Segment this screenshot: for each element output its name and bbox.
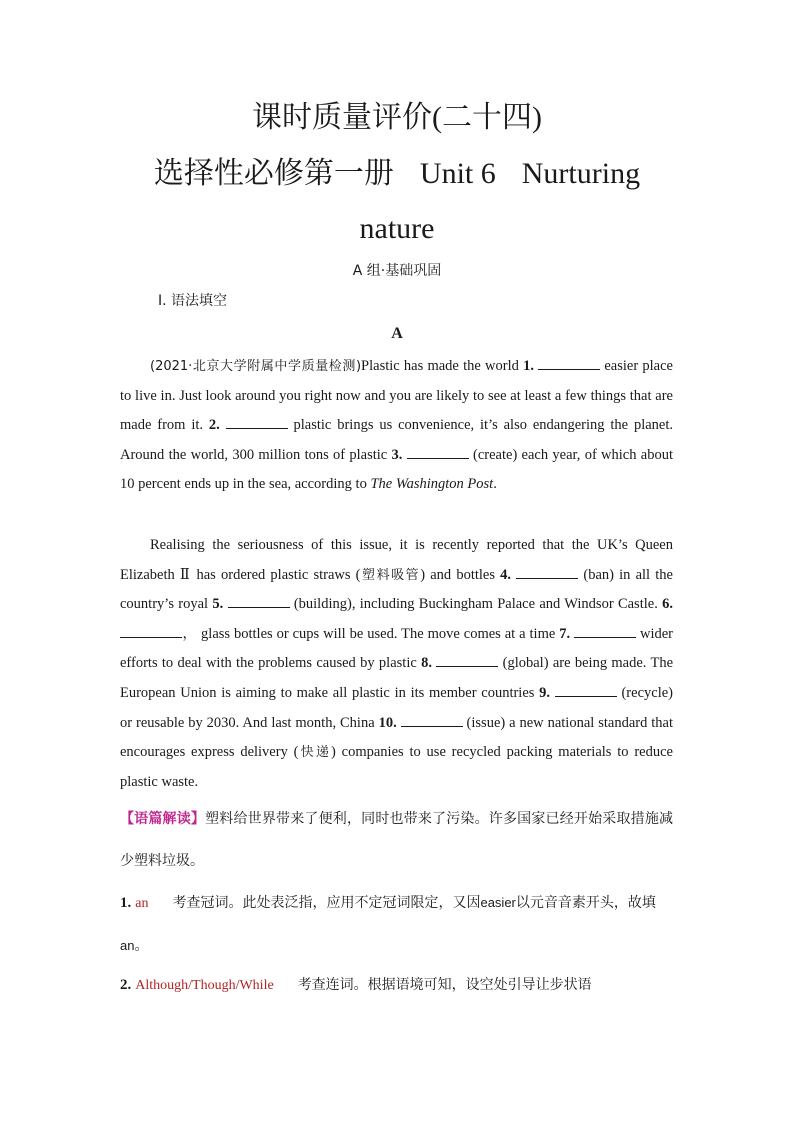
answer-blank-4[interactable] <box>516 566 578 579</box>
answer-item-1 <box>120 882 673 967</box>
answer-value: an <box>135 896 149 911</box>
answer-keyword: an <box>120 938 135 953</box>
answer-number: 2. <box>120 977 132 993</box>
blank-number: 2. <box>208 417 220 434</box>
passage-paragraph-1 <box>120 352 673 500</box>
text-run: . <box>493 476 497 493</box>
blank-number: 10. <box>378 714 397 731</box>
answer-explanation: 以元音音素开头，故填 <box>515 895 656 911</box>
text-run: (building), including Buckingham Palace and Windsor Castle. <box>289 596 663 613</box>
blank-number: 4. <box>500 566 512 583</box>
blank-number: 6. <box>662 596 673 613</box>
text-run: Realising the seriousness of this issue, it is recently reported that the UK’s Queen Elizabeth Ⅱ has ordered plastic straws ( <box>120 537 673 583</box>
newspaper-name: The Washington Post <box>370 476 494 493</box>
text-run: plastic brings us convenience, it’s also endangering the planet. Around the world, 300 million tons of plastic <box>120 417 674 463</box>
text-run: Plastic has made the world <box>361 358 524 374</box>
blank-number: 1. <box>523 358 534 374</box>
answer-blank-3[interactable] <box>407 446 469 459</box>
answer-blank-5[interactable] <box>228 595 290 608</box>
text-run: ， glass bottles or cups will be used. The move comes at a time <box>182 625 560 642</box>
answer-blank-10[interactable] <box>401 714 463 727</box>
answer-keyword: easier <box>480 895 516 910</box>
answer-value: Although/Though/While <box>135 978 274 993</box>
chinese-gloss: 快递 <box>298 745 332 761</box>
page-subtitle <box>0 154 794 194</box>
answer-blank-1[interactable] <box>538 357 600 370</box>
chinese-gloss: 塑料吸管 <box>360 567 421 583</box>
answer-blank-9[interactable] <box>555 684 617 697</box>
blank-number: 9. <box>539 684 551 701</box>
text-run: (create) each year, of which about 10 percent ends up in the sea, according to <box>120 446 674 493</box>
passage-source: (2021·北京大学附属中学质量检测) <box>150 359 362 374</box>
answer-blank-7[interactable] <box>574 625 636 638</box>
text-run: wider efforts to deal with the problems caused by plastic <box>120 625 673 672</box>
blank-number: 7. <box>559 625 571 642</box>
text-run: (ban) in all the country’s royal <box>120 566 673 613</box>
subtitle-continuation: nature <box>359 212 435 245</box>
analysis-text: 塑料给世界带来了便利，同时也带来了污染。许多国家已经开始采取措施减少塑料垃圾。 <box>120 811 674 869</box>
blank-number: 3. <box>391 446 403 463</box>
page-title: 课时质量评价(二十四) <box>252 101 542 134</box>
blank-number: 8. <box>421 655 432 672</box>
text-run: (global) are being made. The European Union is aiming to make all plastic in its member countries <box>120 655 674 701</box>
answer-blank-6[interactable] <box>120 625 182 638</box>
answer-blank-2[interactable] <box>226 416 288 429</box>
answer-blank-8[interactable] <box>436 654 498 667</box>
blank-number: 5. <box>212 596 224 613</box>
answer-explanation: 考查冠词。此处表泛指，应用不定冠词限定，又因 <box>172 895 481 911</box>
subtitle-unit: Unit 6 <box>419 157 496 190</box>
subtitle-topic: Nurturing <box>521 157 641 190</box>
passage-analysis <box>120 798 673 882</box>
answer-explanation: 。 <box>134 938 149 954</box>
section-label: Ⅰ. 语法填空 <box>158 293 228 309</box>
group-label: A 组·基础巩固 <box>352 263 442 279</box>
passage-label: A <box>391 325 403 342</box>
text-run: (issue) a new national standard that encourages express delivery ( <box>120 714 674 761</box>
passage-paragraph-2 <box>120 531 673 797</box>
answer-explanation: 考查连词。根据语境可知，设空处引导让步状语 <box>297 977 592 993</box>
subtitle-cn: 选择性必修第一册 <box>153 157 394 190</box>
text-run: (recycle) or reusable by 2030. And last month, China <box>120 684 673 731</box>
text-run: easier place to live in. Just look around you right now and you are likely to see at least a few things that are made from it. <box>120 358 673 434</box>
text-run: ) companies to use recycled packing materials to reduce plastic waste. <box>120 744 673 790</box>
analysis-tag: 【语篇解读】 <box>120 811 206 827</box>
text-run: ) and bottles <box>420 566 501 583</box>
answer-item-2 <box>120 964 673 1007</box>
answer-number: 1. <box>120 895 132 911</box>
